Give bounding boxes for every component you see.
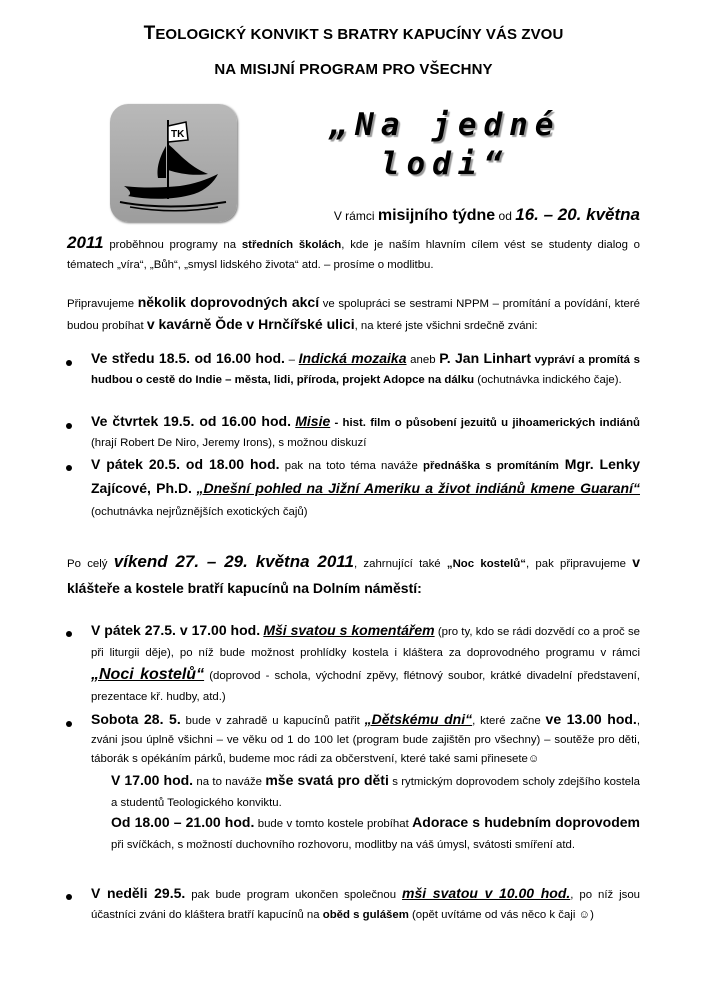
event-title: Mši svatou s komentářem — [263, 622, 435, 638]
bullet-icon — [66, 423, 72, 429]
header-line-1-text: EOLOGICKÝ KONVIKT S BRATRY KAPUCÍNY VÁS ZVOU — [155, 26, 564, 43]
event-text: (pro ty, kdo se rádi dozvědí co a proč se při liturgii děje), po níž bude možnost prohlídky kostela i kláštera za doprovodného programu v rámci — [91, 626, 640, 659]
event-text: – — [284, 354, 299, 366]
event-time: ve 13.00 hod. — [545, 711, 637, 727]
event-text: aneb — [406, 354, 440, 366]
event-speaker: Mgr. Lenky Zajícové, Ph.D. — [91, 456, 641, 496]
ship-with-flag-icon — [110, 104, 237, 222]
sub-time: V 17.00 hod. — [111, 772, 194, 788]
event-title: Misie — [295, 413, 331, 429]
weekend-dates: víkend 27. – 29. května 2011 — [113, 552, 354, 571]
motto-line-2: lodi“ — [380, 146, 510, 182]
event-time: Ve středu 18.5. od 16.00 hod. — [91, 350, 285, 366]
logo-flag-text: TK — [171, 129, 185, 140]
intro-venue: v kavárně Ŏde v Hrnčířské ulici — [146, 315, 355, 332]
event-time: V neděli 29.5. — [91, 885, 186, 901]
intro-dates: 16. – 20. května — [515, 205, 640, 224]
bullet-icon — [66, 721, 72, 727]
weekend-text: , zahrnující také — [353, 558, 441, 570]
intro-paragraph-3 — [67, 293, 640, 336]
event-text: bude v zahradě u kapucínů patřit — [180, 715, 365, 727]
intro-paragraph-1 — [250, 205, 640, 227]
event-text: pak bude program ukončen společnou — [185, 889, 403, 901]
sub-text: s rytmickým doprovodem scholy zdejšího kostela a studentů Teologického konviktu. — [111, 776, 640, 809]
sub-text: bude v tomto kostele probíhat — [254, 818, 413, 830]
header-line-1 — [0, 23, 707, 45]
event-text: vypráví a promítá s hudbou o cestě do Indie – města, lidi, příroda, projekt Adopce na dálku — [91, 354, 640, 386]
intro-paragraph-2 — [67, 233, 640, 275]
intro-schools: středních školách — [241, 239, 342, 251]
event-text: , po níž jsou účastníci zváni do kláštera bratří kapucínů na — [91, 889, 641, 921]
event-title: „Dnešní pohled na Jižní Ameriku a život indiánů kmene Guaraní“ — [196, 480, 640, 496]
bullet-icon — [66, 465, 72, 471]
intro-text: od — [498, 209, 512, 223]
event-time: V pátek 20.5. od 18.00 hod. — [91, 456, 280, 472]
intro-text: , na které jste všichni srdečně zváni: — [354, 319, 538, 332]
event-item — [91, 710, 640, 769]
header-initial: T — [143, 23, 156, 44]
intro-text: Připravujeme — [67, 298, 135, 310]
event-text: (doprovod - schola, východní zpěvy, flétnový soubor, krátké divadelní představení, prezentace kř. hudby, atd.) — [91, 670, 640, 703]
intro-text: proběhnou programy na — [109, 239, 237, 251]
event-title: mši svatou v 10.00 hod. — [402, 885, 571, 901]
bullet-icon — [66, 894, 72, 900]
sub-title: mše svatá pro děti — [265, 772, 389, 788]
weekend-text: , pak připravujeme — [525, 558, 626, 570]
event-text: (ochutnávka nejrůznějších exotických čajů) — [91, 506, 308, 518]
event-title: „Noci kostelů“ — [91, 666, 205, 683]
intro-text: , kde je naším hlavním cílem vést se studenty dialog o tématech „víra“, „Bůh“, „smysl lidského života“ atd. – prosíme o modlitbu. — [67, 239, 640, 271]
weekend-venue: v klášteře a kostele bratří kapucínů na Dolním náměstí: — [67, 554, 640, 596]
intro-events: několik doprovodných akcí — [137, 294, 320, 310]
event-item — [91, 453, 640, 523]
weekend-paragraph — [67, 550, 640, 602]
motto-line-1: „Na jedné — [329, 107, 561, 143]
weekend-text: Po celý — [67, 558, 108, 570]
event-time: Ve čtvrtek 19.5. od 16.00 hod. — [91, 413, 291, 429]
event-text: (hrají Robert De Niro, Jeremy Irons), s možnou diskuzí — [91, 436, 367, 449]
sub-time: Od 18.00 – 21.00 hod. — [111, 814, 255, 830]
bullet-icon — [66, 631, 72, 637]
intro-year: 2011 — [67, 233, 104, 252]
event-text: přednáška s promítáním — [423, 460, 559, 472]
event-speaker: P. Jan Linhart — [439, 350, 531, 366]
intro-text: V rámci — [333, 209, 375, 223]
event-text: , zváni jsou úplně všichni – ve věku od 1 do 100 let (program bude zajištěn pro všechny) – soutěže pro děti, táborák s opékáním párků, budeme moc rádi za občerstvení, které také sami přinesete☺ — [91, 715, 640, 765]
event-time: Sobota 28. 5. — [91, 711, 181, 727]
event-text: pak na toto téma naváže — [279, 460, 424, 472]
sub-item — [111, 770, 640, 814]
event-lunch: oběd s gulášem — [322, 909, 409, 921]
event-item — [91, 349, 640, 390]
event-text: - hist. film o působení jezuitů u jihoamerických indiánů — [330, 417, 641, 429]
event-title: „Dětskému dni“ — [364, 711, 473, 727]
event-time: V pátek 27.5. v 17.00 hod. — [91, 622, 261, 638]
header-line-2: NA MISIJNÍ PROGRAM PRO VŠECHNY — [214, 61, 493, 78]
event-text: (ochutnávka indického čaje). — [474, 373, 622, 386]
sub-title: Adorace s hudebním doprovodem — [412, 814, 640, 830]
event-title: Indická mozaika — [298, 350, 407, 366]
sub-text: na to naváže — [193, 776, 266, 788]
event-text: (opět uvítáme od vás něco k čaji ☺) — [408, 909, 594, 921]
event-text: , které začne — [472, 715, 546, 727]
sub-text: při svíčkách, s možností duchovního rozhovoru, modlitby na váš úmysl, svátosti smíření atd. — [111, 839, 576, 851]
sub-item — [111, 812, 640, 856]
intro-mission-week: misijního týdne — [377, 207, 496, 224]
bullet-icon — [66, 360, 72, 366]
event-item — [91, 620, 640, 708]
intro-text: ve spolupráci se sestrami NPPM – promítání a povídání, které budou probíhat — [67, 298, 641, 332]
event-item — [91, 412, 640, 453]
event-item — [91, 883, 640, 925]
weekend-night: „Noc kostelů“ — [446, 558, 526, 570]
